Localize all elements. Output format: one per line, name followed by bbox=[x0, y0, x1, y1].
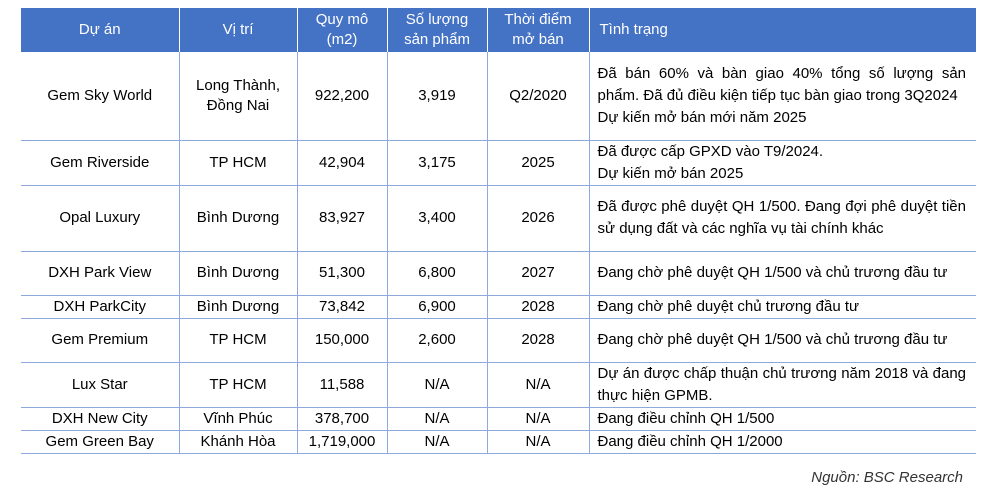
cell-project: DXH ParkCity bbox=[21, 295, 179, 318]
header-units-line2: sản phẩm bbox=[404, 31, 470, 48]
cell-project: Opal Luxury bbox=[21, 185, 179, 251]
cell-status bbox=[589, 295, 976, 318]
cell-project: Gem Sky World bbox=[21, 52, 179, 140]
table-row bbox=[21, 295, 976, 318]
cell-status bbox=[589, 318, 976, 362]
cell-launch: N/A bbox=[487, 362, 589, 407]
cell-launch: 2027 bbox=[487, 251, 589, 295]
cell-launch: 2028 bbox=[487, 318, 589, 362]
cell-status bbox=[589, 140, 976, 185]
table-row bbox=[21, 318, 976, 362]
table-row bbox=[21, 251, 976, 295]
status-status1: Dự án được chấp thuận chủ trương năm 2018 và đang thực hiện GPMB. bbox=[597, 364, 966, 404]
table-row bbox=[21, 52, 976, 140]
header-scale-line2: (m2) bbox=[326, 31, 358, 48]
cell-project: DXH Park View bbox=[21, 251, 179, 295]
cell-launch: 2026 bbox=[487, 185, 589, 251]
header-launch bbox=[487, 8, 589, 52]
cell-location: Khánh Hòa bbox=[179, 430, 297, 453]
cell-location: Bình Dương bbox=[179, 251, 297, 295]
header-scale-line1: Quy mô bbox=[315, 11, 369, 28]
cell-launch: N/A bbox=[487, 430, 589, 453]
cell-scale: 83,927 bbox=[297, 185, 387, 251]
cell-scale: 42,904 bbox=[297, 140, 387, 185]
cell-units: N/A bbox=[387, 407, 487, 430]
status-status1: Đã được cấp GPXD vào T9/2024. bbox=[597, 142, 824, 160]
cell-units: N/A bbox=[387, 362, 487, 407]
table-row bbox=[21, 407, 976, 430]
cell-location: Long Thành, Đồng Nai bbox=[179, 52, 297, 140]
status-status1: Đang chờ phê duyệt QH 1/500 và chủ trương đầu tư bbox=[597, 331, 948, 348]
header-launch-line1: Thời điểm bbox=[504, 11, 572, 28]
header-units-line1: Số lượng bbox=[405, 11, 469, 28]
cell-project: Gem Premium bbox=[21, 318, 179, 362]
source-note: Nguồn: BSC Research bbox=[811, 469, 963, 486]
cell-scale: 378,700 bbox=[297, 407, 387, 430]
cell-status bbox=[589, 362, 976, 407]
cell-scale: 150,000 bbox=[297, 318, 387, 362]
cell-status bbox=[589, 52, 976, 140]
table-row bbox=[21, 430, 976, 453]
cell-units: N/A bbox=[387, 430, 487, 453]
header-project: Dự án bbox=[21, 8, 179, 52]
header-launch-line2: mở bán bbox=[512, 31, 564, 48]
cell-location: Vĩnh Phúc bbox=[179, 407, 297, 430]
cell-status bbox=[589, 185, 976, 251]
header-location: Vị trí bbox=[179, 8, 297, 52]
cell-launch: 2025 bbox=[487, 140, 589, 185]
cell-launch: 2028 bbox=[487, 295, 589, 318]
status-status1: Đã bán 60% và bàn giao 40% tổng số lượng sản phẩm. Đã đủ điều kiện tiếp tục bàn giao trong 3Q2024 bbox=[597, 64, 966, 104]
status-status1: Đang điều chỉnh QH 1/500 bbox=[597, 409, 775, 427]
cell-status bbox=[589, 251, 976, 295]
cell-project: DXH New City bbox=[21, 407, 179, 430]
table-row bbox=[21, 362, 976, 407]
status-status2: Dự kiến mở bán 2025 bbox=[597, 164, 744, 182]
cell-units: 3,919 bbox=[387, 52, 487, 140]
projects-table bbox=[21, 8, 976, 454]
cell-launch: N/A bbox=[487, 407, 589, 430]
header-units bbox=[387, 8, 487, 52]
cell-status bbox=[589, 430, 976, 453]
cell-status bbox=[589, 407, 976, 430]
cell-project: Gem Green Bay bbox=[21, 430, 179, 453]
cell-units: 3,400 bbox=[387, 185, 487, 251]
cell-launch: Q2/2020 bbox=[487, 52, 589, 140]
cell-scale: 922,200 bbox=[297, 52, 387, 140]
cell-location: TP HCM bbox=[179, 140, 297, 185]
cell-units: 6,800 bbox=[387, 251, 487, 295]
status-status1: Đã được phê duyệt QH 1/500. Đang đợi phê duyệt tiền sử dụng đất và các nghĩa vụ tài chính khác bbox=[597, 198, 966, 237]
cell-project: Gem Riverside bbox=[21, 140, 179, 185]
header-row bbox=[21, 8, 976, 52]
cell-units: 3,175 bbox=[387, 140, 487, 185]
cell-scale: 1,719,000 bbox=[297, 430, 387, 453]
cell-units: 6,900 bbox=[387, 295, 487, 318]
cell-scale: 51,300 bbox=[297, 251, 387, 295]
cell-location: TP HCM bbox=[179, 318, 297, 362]
cell-scale: 73,842 bbox=[297, 295, 387, 318]
status-status1: Đang điều chỉnh QH 1/2000 bbox=[597, 432, 783, 450]
cell-project: Lux Star bbox=[21, 362, 179, 407]
table-row bbox=[21, 185, 976, 251]
cell-units: 2,600 bbox=[387, 318, 487, 362]
table-row bbox=[21, 140, 976, 185]
cell-location: Bình Dương bbox=[179, 295, 297, 318]
header-scale bbox=[297, 8, 387, 52]
status-status2: Dự kiến mở bán mới năm 2025 bbox=[597, 108, 807, 126]
status-status1: Đang chờ phê duyệt chủ trương đầu tư bbox=[597, 297, 860, 315]
cell-location: Bình Dương bbox=[179, 185, 297, 251]
cell-location: TP HCM bbox=[179, 362, 297, 407]
status-status1: Đang chờ phê duyệt QH 1/500 và chủ trương đầu tư bbox=[597, 264, 948, 281]
cell-scale: 11,588 bbox=[297, 362, 387, 407]
header-status: Tình trạng bbox=[589, 8, 976, 52]
